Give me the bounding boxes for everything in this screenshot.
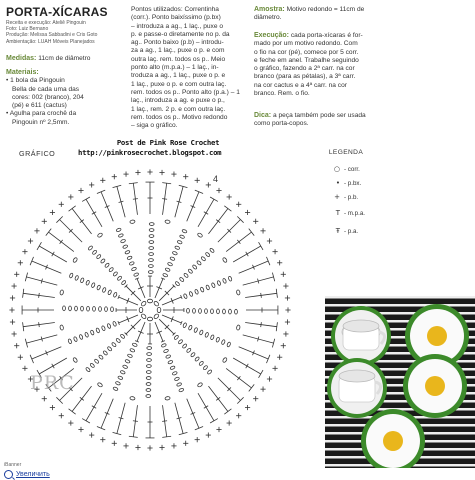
pontos-block (131, 6, 249, 130)
amostra-block (254, 6, 366, 23)
blog-stamp (78, 138, 258, 158)
pontos-line: – siga o gráfico. (131, 122, 178, 130)
pontos-line: troduza a ag., 1 laç., puxe o p. e (131, 72, 226, 80)
medidas-label: Medidas: (6, 55, 37, 62)
materiais-line: (pé) e 611 (cactus) (12, 102, 67, 110)
medidas-text: 11cm de diâmetro (38, 55, 91, 62)
materiais-line: • 1 bola da Pingouin (6, 77, 65, 85)
execucao-label: Execução: (254, 32, 290, 39)
pontos-line: p. e passe-o diretamente no p. da (131, 30, 230, 38)
magnifier-icon (4, 470, 13, 479)
execucao-line: cada porta-xícaras é for- (290, 32, 363, 39)
execucao-line: e feche em anel. Trabalhe seguindo (254, 56, 359, 64)
pontos-line: (corr.). Ponto baixíssimo (p.bx) (131, 14, 221, 22)
materiais-label: Materiais: (6, 69, 39, 76)
dica-block (254, 112, 366, 129)
legend-item-label: - p.b. (344, 193, 359, 201)
legend-item-label: - corr. (344, 165, 360, 173)
single-crochet-icon: + (334, 193, 340, 201)
legend-item-label: - m.p.a. (344, 209, 365, 217)
legend-item-label: - p.a. (344, 227, 359, 235)
credit-line: Receita e execução: Ateliê Pingouin (6, 20, 86, 26)
dica-label: Dica: (254, 112, 272, 119)
pontos-line: rem. todos os p.. Motivo redondo (131, 113, 228, 121)
page-title: PORTA-XÍCARAS (6, 5, 108, 19)
credits-block (6, 20, 126, 45)
chart-start-mark: 4 (213, 174, 219, 184)
daisy-coaster (403, 354, 467, 418)
chain-icon: ○ (333, 165, 340, 173)
chart-label: GRÁFICO (19, 149, 56, 158)
pontos-line: za a ag., 1 laç., puxe o p. e com (131, 47, 225, 55)
credit-line: Produção: Melissa Sabbadini e Cris Goto (6, 32, 98, 39)
footer-credit: iBanner (4, 462, 22, 468)
coaster-with-cup (327, 358, 387, 418)
materiais-line: Pingouin nº 2,5mm. (12, 118, 70, 126)
materiais-line: Bella de cada uma das (12, 85, 80, 93)
execucao-block (254, 32, 366, 98)
dica-text: a peça também pode ser usada como porta-copos. (254, 112, 366, 128)
blog-title: Post de Pink Rose Crochet (116, 138, 220, 147)
pontos-line: outra laç. rem. todos os p.. Meio (131, 55, 226, 63)
coaster-with-cup (331, 306, 391, 366)
double-crochet-icon: Ŧ (335, 227, 340, 235)
zoom-label[interactable]: Увеличить (16, 471, 50, 478)
legend (318, 149, 374, 251)
amostra-label: Amostra: (254, 6, 285, 13)
execucao-line: mado por um motivo redondo. Com (254, 40, 358, 48)
legend-item (318, 204, 374, 222)
amostra-text: Motivo redondo = 11cm de diâmetro. (254, 6, 365, 22)
half-double-crochet-icon: T (335, 209, 340, 217)
pontos-line: laç., introduza a ag. e puxe o p., (131, 97, 225, 105)
legend-item-label: - p.bx. (344, 179, 362, 187)
pontos-line: 1 laç., rem. 2 p. e com outra laç. (131, 105, 226, 113)
coasters-photo (325, 296, 475, 468)
slip-stitch-icon: • (335, 179, 340, 187)
pontos-line: ponto alto (m.p.a.) – 1 laç., in- (131, 64, 219, 72)
pontos-line: Pontos utilizados: Correntinha (131, 6, 219, 13)
legend-title: LEGENDA (328, 149, 364, 156)
legend-item (318, 176, 374, 190)
execucao-line: branco. Rem. o fio. (254, 90, 310, 98)
materiais-line: cores: 002 (branco), 204 (12, 93, 84, 101)
legend-item (318, 190, 374, 204)
execucao-line: branco (para as pétalas), a 3ª carr. (254, 73, 356, 81)
pontos-line: 1 laç., puxe o p. e com outra laç. (131, 80, 227, 88)
materiais-line: • Agulha para crochê da (6, 110, 77, 118)
legend-item (318, 222, 374, 240)
zoom-link[interactable] (4, 470, 50, 479)
pontos-line: – introduza a ag., 1 laç., puxe o (131, 22, 224, 30)
pontos-line: rem. todos os p.. Ponto alto (p.a.) – 1 (131, 88, 240, 96)
medidas-block (6, 55, 126, 63)
pontos-line: ag.. Ponto baixo (p.b) – introdu- (131, 39, 224, 47)
legend-item (318, 162, 374, 176)
watermark: PRC (30, 372, 75, 394)
materiais-block (6, 69, 126, 127)
execucao-line: o gráfico, fazendo a 2ª carr. na cor (254, 65, 355, 73)
execucao-line: o fio na cor (pé), comece por 5 corr. (254, 48, 359, 56)
execucao-line: na cor cactus e a 4ª carr. na cor (254, 81, 347, 89)
crochet-chart (0, 160, 320, 465)
credit-line: Foto: Luiz Bernano (6, 26, 49, 33)
blog-url: http://pinkrosecrochet.blogspot.com (78, 148, 222, 157)
credit-line: Ambientação: LUAH Móveis Planejados (6, 38, 95, 45)
